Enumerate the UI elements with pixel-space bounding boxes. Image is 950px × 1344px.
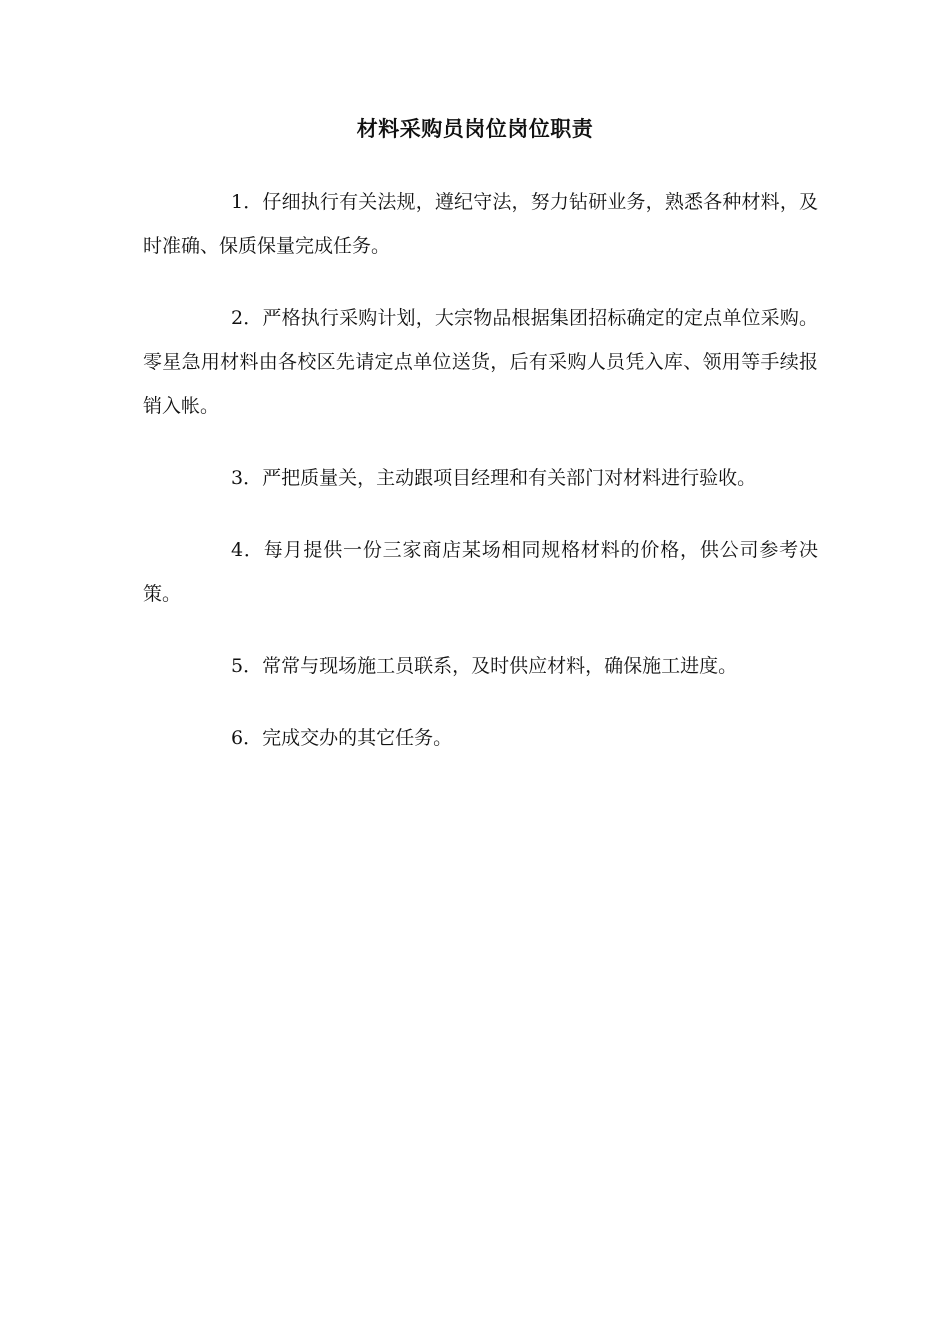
document-title: 材料采购员岗位岗位职责 bbox=[356, 116, 594, 141]
paragraph-4: 4．每月提供一份三家商店某场相同规格材料的价格，供公司参考决策。 bbox=[143, 539, 818, 605]
paragraph-6: 6．完成交办的其它任务。 bbox=[231, 727, 453, 749]
paragraph-1: 1．仔细执行有关法规，遵纪守法，努力钻研业务，熟悉各种材料，及时准确、保质保量完成任务。 bbox=[143, 191, 818, 257]
paragraph-2: 2．严格执行采购计划，大宗物品根据集团招标确定的定点单位采购。零星急用材料由各校区先请定点单位送货，后有采购人员凭入库、领用等手续报销入帐。 bbox=[143, 307, 818, 417]
paragraph-3: 3．严把质量关，主动跟项目经理和有关部门对材料进行验收。 bbox=[231, 467, 757, 489]
paragraph-5: 5．常常与现场施工员联系，及时供应材料，确保施工进度。 bbox=[231, 655, 738, 677]
document-body bbox=[143, 180, 818, 788]
